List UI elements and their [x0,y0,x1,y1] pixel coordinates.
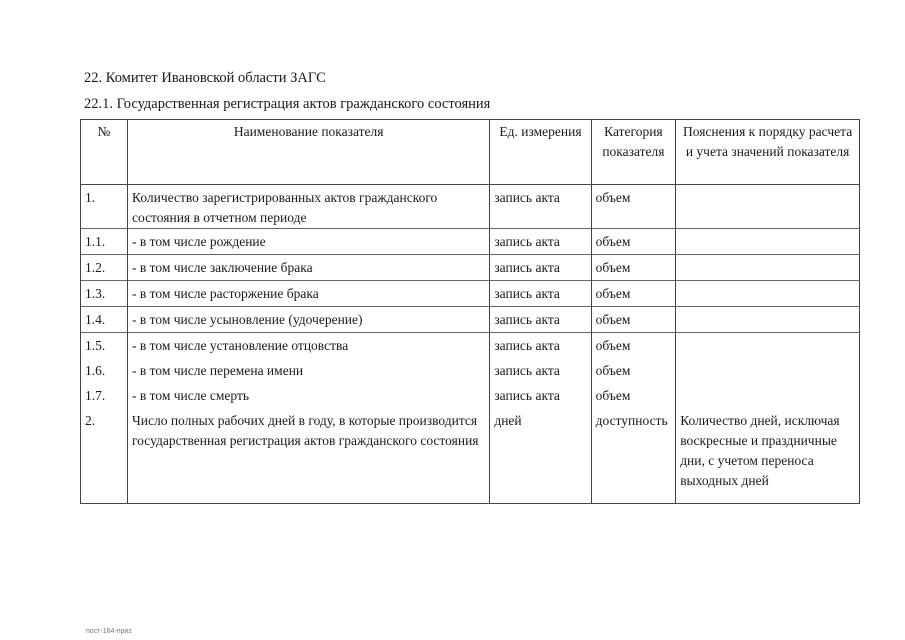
row-num: 1.2. [81,255,128,281]
row-category: объем [591,358,676,383]
section-title: 22. Комитет Ивановской области ЗАГС [84,70,326,86]
row-category: доступность [591,408,676,504]
header-unit: Ед. измерения [490,120,591,185]
row-num: 1. [81,185,128,229]
row-name: - в том числе заключение брака [127,255,489,281]
table-row [81,358,860,383]
row-unit: запись акта [490,307,591,333]
row-category: объем [591,307,676,333]
subsection-title: 22.1. Государственная регистрация актов гражданского состояния [84,96,491,112]
row-unit: запись акта [490,229,591,255]
row-name: - в том числе смерть [127,383,489,408]
row-name: - в том числе расторжение брака [127,281,489,307]
row-name: - в том числе установление отцовства [127,333,489,359]
row-note [676,358,860,383]
row-note [676,185,860,229]
row-unit: запись акта [490,383,591,408]
row-category: объем [591,383,676,408]
row-unit: запись акта [490,281,591,307]
footer-code: пост-164-приz [86,628,132,635]
row-unit: запись акта [490,333,591,359]
row-num: 1.1. [81,229,128,255]
row-unit: запись акта [490,255,591,281]
row-note [676,383,860,408]
row-note [676,229,860,255]
row-note [676,307,860,333]
row-note [676,255,860,281]
row-num: 1.6. [81,358,128,383]
indicators-table [80,119,860,504]
header-category: Категория показателя [591,120,676,185]
row-num: 1.4. [81,307,128,333]
table-row [81,333,860,359]
row-category: объем [591,229,676,255]
row-note [676,333,860,359]
row-num: 1.3. [81,281,128,307]
row-unit: запись акта [490,185,591,229]
row-category: объем [591,333,676,359]
row-name: - в том числе усыновление (удочерение) [127,307,489,333]
table-row [81,229,860,255]
table-row [81,281,860,307]
row-note: Количество дней, исключая воскресные и праздничные дни, с учетом переноса выходных дней [676,408,860,504]
header-num: № [81,120,128,185]
row-unit: дней [490,408,591,504]
row-name: Количество зарегистрированных актов гражданского состояния в отчетном периоде [127,185,489,229]
row-category: объем [591,185,676,229]
row-category: объем [591,281,676,307]
header-note: Пояснения к порядку расчета и учета значений показателя [676,120,860,185]
table-row [81,185,860,229]
row-num: 1.5. [81,333,128,359]
row-category: объем [591,255,676,281]
row-name: - в том числе рождение [127,229,489,255]
row-unit: запись акта [490,358,591,383]
row-name: Число полных рабочих дней в году, в которые производится государственная регистрация актов гражданского состояния [127,408,489,504]
table-row [81,408,860,504]
row-note [676,281,860,307]
row-num: 2. [81,408,128,504]
table-row [81,383,860,408]
header-name: Наименование показателя [127,120,489,185]
table-row [81,255,860,281]
table-row [81,307,860,333]
row-num: 1.7. [81,383,128,408]
table-header-row [81,120,860,185]
row-name: - в том числе перемена имени [127,358,489,383]
